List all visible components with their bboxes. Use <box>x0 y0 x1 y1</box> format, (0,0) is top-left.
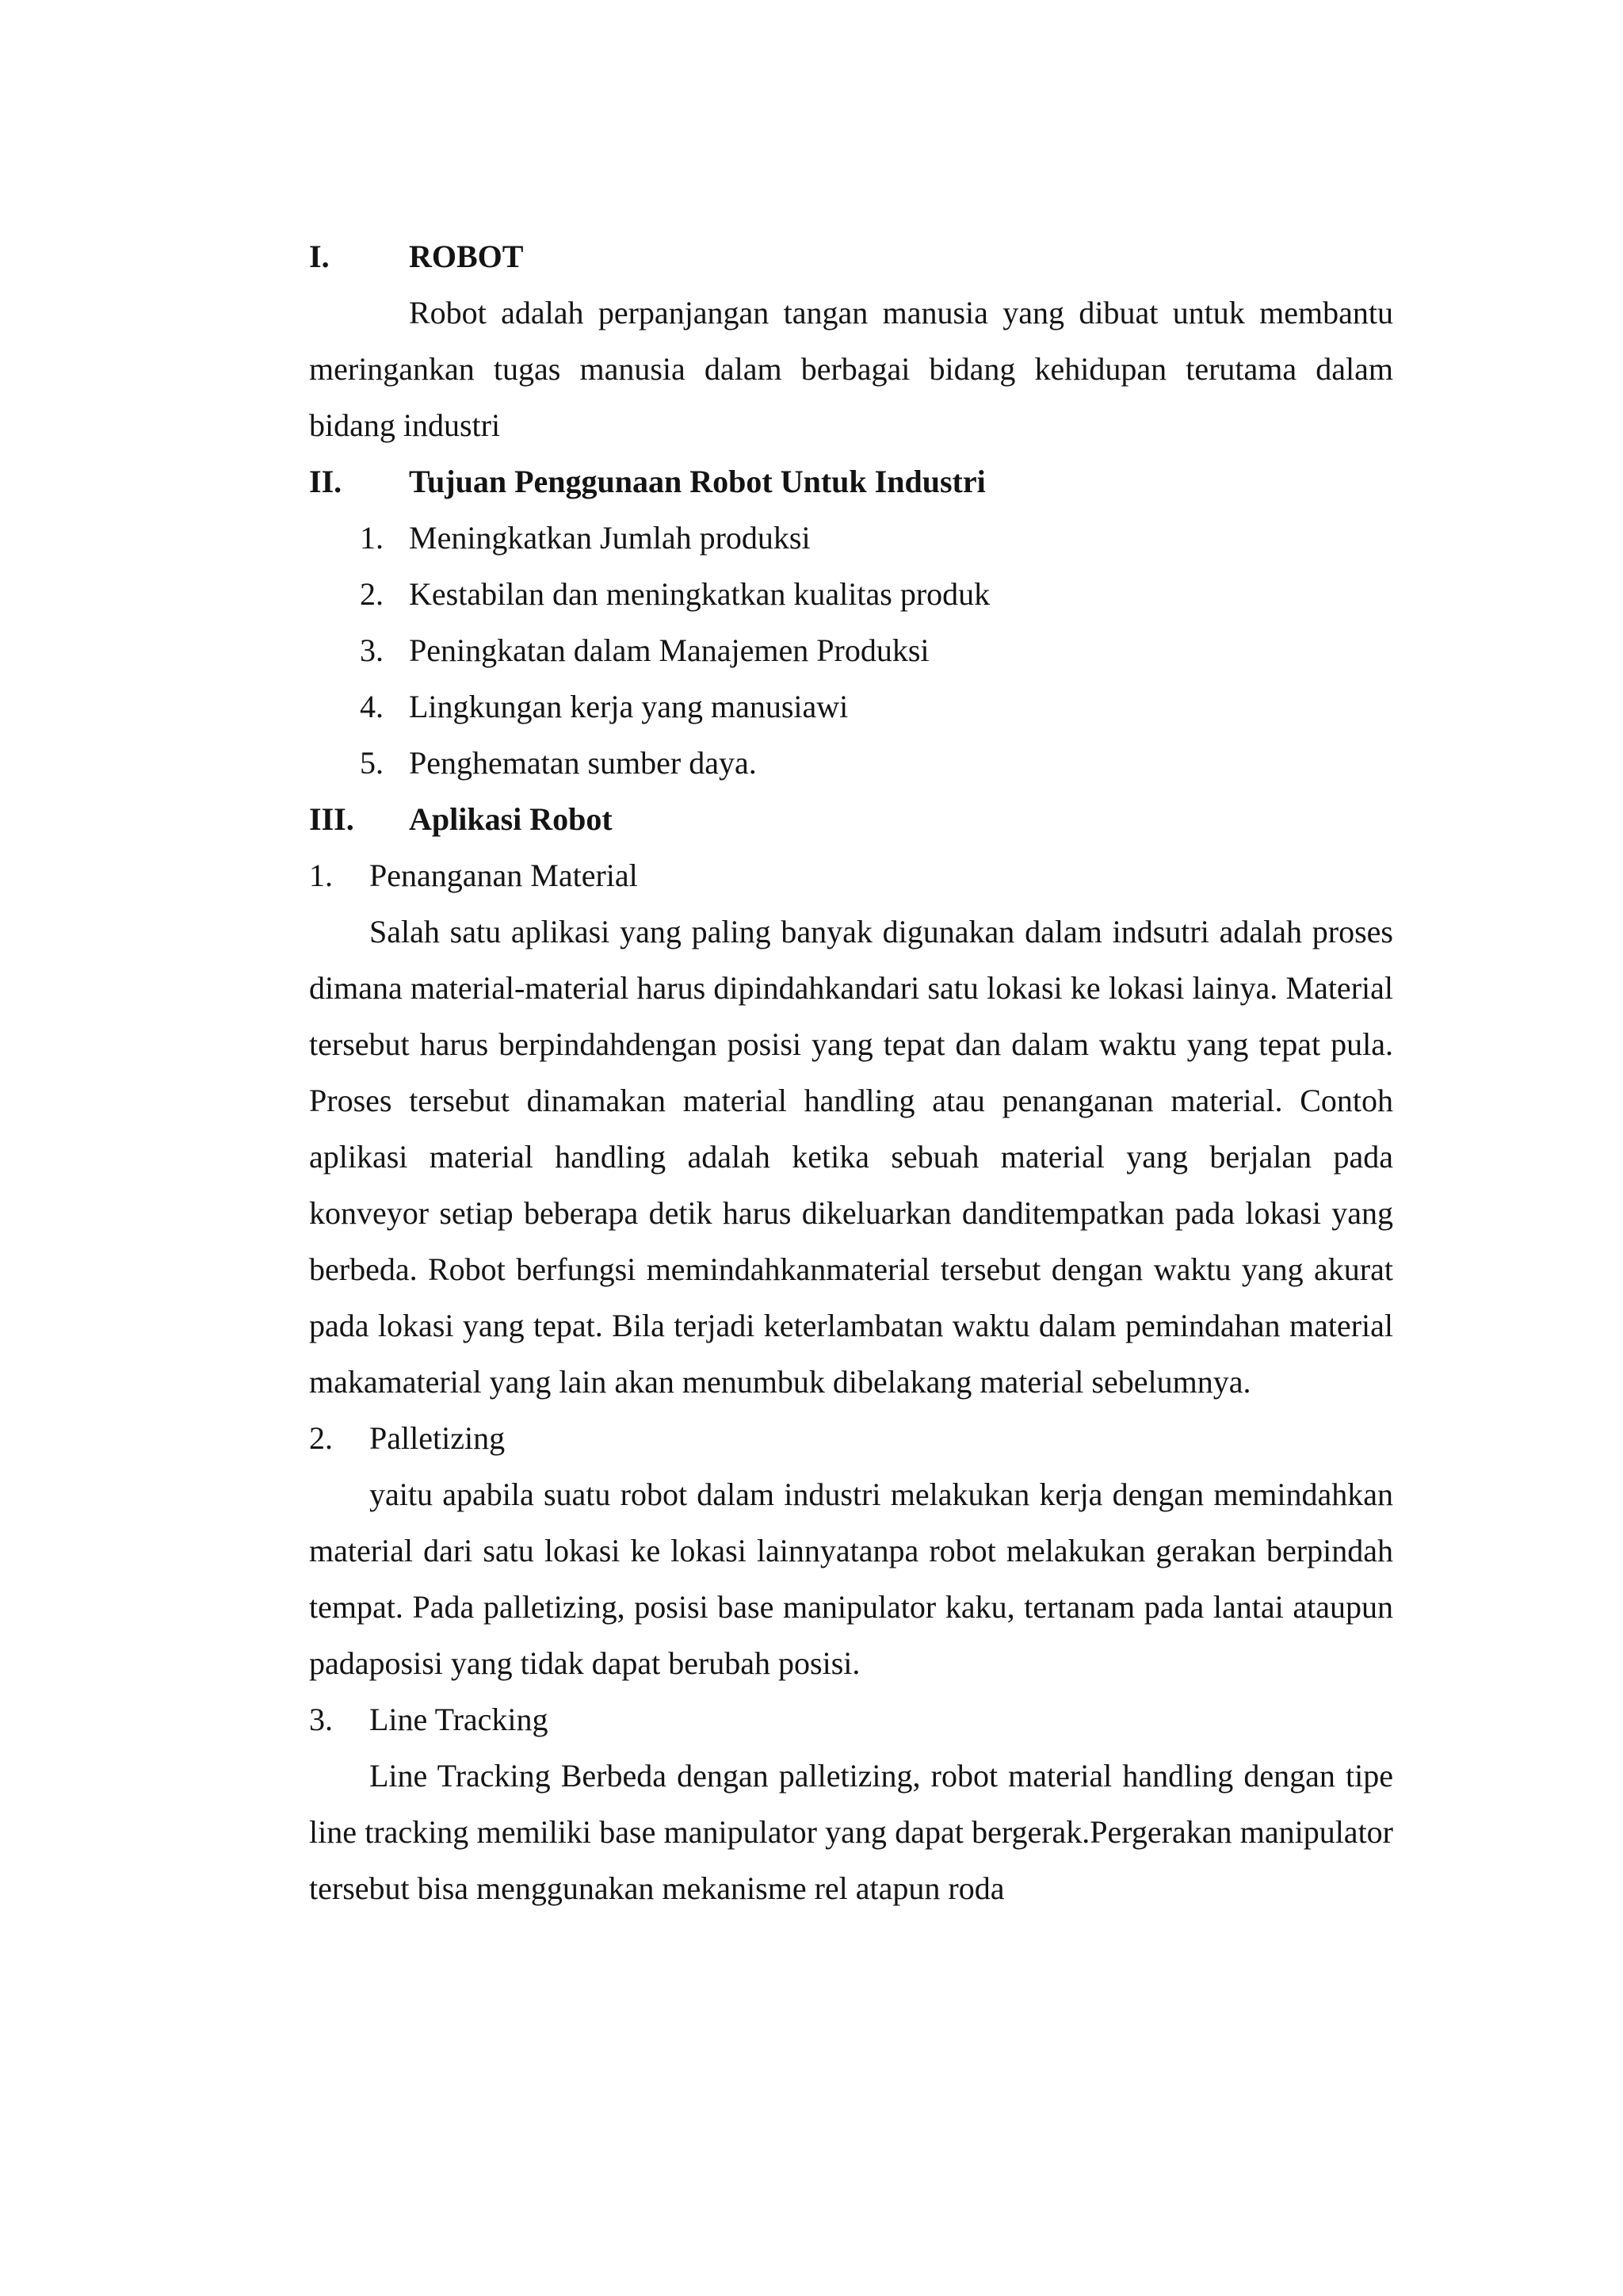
section-number: II. <box>309 464 342 499</box>
list-item-number: 1. <box>360 520 384 556</box>
list-item-text: Lingkungan kerja yang manusiawi <box>409 689 849 724</box>
subsection-title: Palletizing <box>369 1420 506 1456</box>
document-body <box>309 228 1393 1916</box>
section-title: Aplikasi Robot <box>409 801 613 837</box>
section-heading-robot <box>309 228 1393 285</box>
list-item-number: 5. <box>360 745 384 781</box>
purpose-list <box>309 510 1393 791</box>
list-item <box>309 622 1393 678</box>
subsection-number: 3. <box>309 1702 333 1737</box>
list-item-number: 4. <box>360 689 384 724</box>
section-number: I. <box>309 239 330 274</box>
section-title: ROBOT <box>409 239 524 274</box>
subsection-paragraph: Salah satu aplikasi yang paling banyak digunakan dalam indsutri adalah proses dimana material-material harus dipindahkandari satu lokasi ke lokasi lainya. Material tersebut harus berpindahdengan posisi yang tepat dan dalam waktu yang tepat pula. Proses tersebut dinamakan material handling atau penanganan material. Contoh aplikasi material handling adalah ketika sebuah material yang berjalan pada konveyor setiap beberapa detik harus dikeluarkan danditempatkan pada lokasi yang berbeda. Robot berfungsi memindahkanmaterial tersebut dengan waktu yang akurat pada lokasi yang tepat. Bila terjadi keterlambatan waktu dalam pemindahan material makamaterial yang lain akan menumbuk dibelakang material sebelumnya. <box>309 914 1393 1400</box>
subsection-heading-palletizing <box>309 1410 1393 1466</box>
list-item <box>309 566 1393 622</box>
list-item <box>309 510 1393 566</box>
list-item-text: Meningkatkan Jumlah produksi <box>409 520 811 556</box>
subsection-heading-line-tracking <box>309 1691 1393 1748</box>
section-title: Tujuan Penggunaan Robot Untuk Industri <box>409 464 986 499</box>
subsection-paragraph: yaitu apabila suatu robot dalam industri melakukan kerja dengan memindahkan material dari satu lokasi ke lokasi lainnyatanpa robot melakukan gerakan berpindah tempat. Pada palletizing, posisi base manipulator kaku, tertanam pada lantai ataupun padaposisi yang tidak dapat berubah posisi. <box>309 1477 1393 1681</box>
list-item-text: Kestabilan dan meningkatkan kualitas produk <box>409 576 991 612</box>
list-item-number: 2. <box>360 576 384 612</box>
list-item <box>309 735 1393 791</box>
list-item-number: 3. <box>360 632 384 668</box>
section-heading-tujuan <box>309 453 1393 510</box>
list-item-text: Penghematan sumber daya. <box>409 745 757 781</box>
subsection-number: 2. <box>309 1420 333 1456</box>
subsection-heading-penanganan-material <box>309 847 1393 904</box>
subsection-title: Penanganan Material <box>369 858 638 893</box>
subsection-number: 1. <box>309 858 333 893</box>
subsection-paragraph: Line Tracking Berbeda dengan palletizing, robot material handling dengan tipe line tracking memiliki base manipulator yang dapat bergerak.Pergerakan manipulator tersebut bisa menggunakan mekanisme rel atapun roda <box>309 1758 1393 1906</box>
section-heading-aplikasi <box>309 791 1393 847</box>
section-paragraph: Robot adalah perpanjangan tangan manusia yang dibuat untuk membantu meringankan tugas manusia dalam berbagai bidang kehidupan terutama dalam bidang industri <box>309 295 1393 443</box>
list-item-text: Peningkatan dalam Manajemen Produksi <box>409 632 930 668</box>
list-item <box>309 678 1393 735</box>
section-number: III. <box>309 801 354 837</box>
subsection-title: Line Tracking <box>369 1702 548 1737</box>
